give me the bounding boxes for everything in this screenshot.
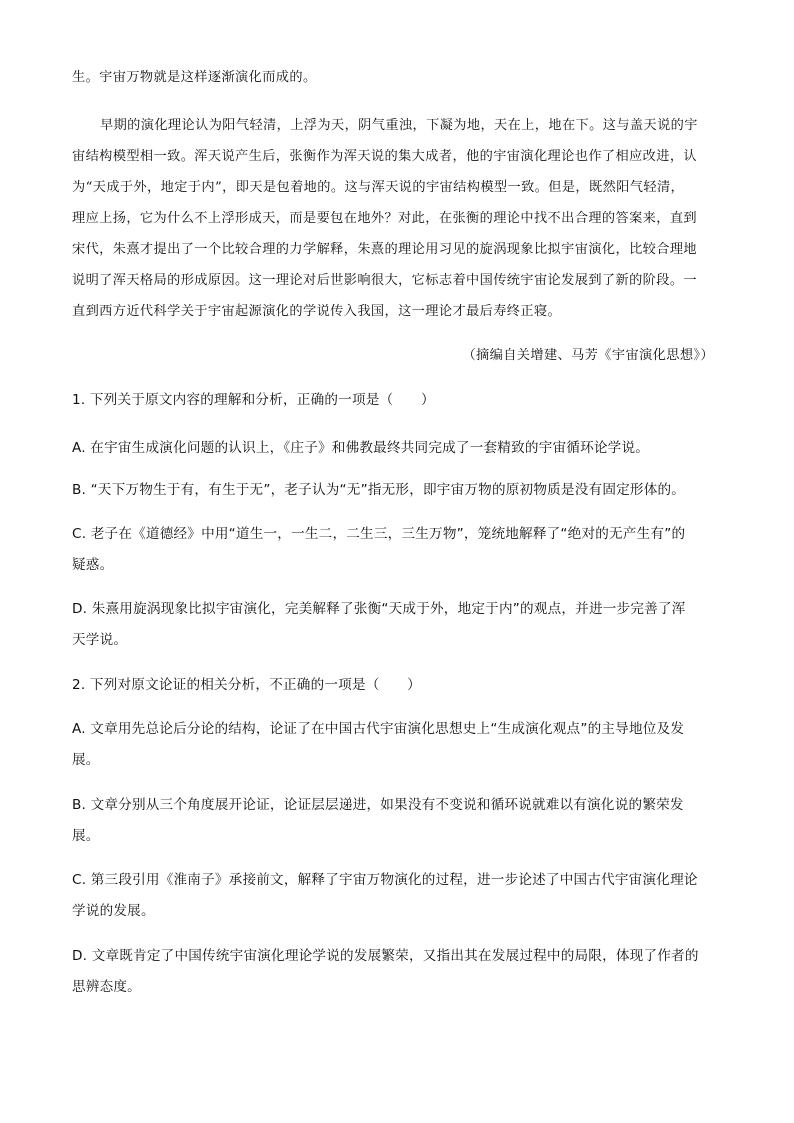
question-1-option-c-cont: 疑惑。 (72, 557, 114, 573)
question-1-option-a: A. 在宇宙生成演化问题的认识上，《庄子》和佛教最终共同完成了一套精致的宇宙循环论学说。 (72, 440, 650, 456)
passage-line: 生。宇宙万物就是这样逐渐演化而成的。 (72, 70, 317, 85)
passage-line: 早期的演化理论认为阳气轻清，上浮为天，阴气重浊，下凝为地，天在上，地在下。这与盖天说的宇 (100, 118, 698, 133)
passage-line: 宋代，朱熹才提出了一个比较合理的力学解释，朱熹的理论用习见的旋涡现象比拟宇宙演化，比较合理地 (72, 242, 698, 257)
question-2-option-d: D. 文章既肯定了中国传统宇宙演化理论学说的发展繁荣，又指出其在发展过程中的局限，体现了作者的 (72, 948, 699, 964)
passage-line: 直到西方近代科学关于宇宙起源演化的学说传入我国，这一理论才最后寿终正寝。 (72, 304, 562, 319)
question-2-option-c-cont: 学说的发展。 (72, 903, 155, 919)
question-1-option-d-cont: 天学说。 (72, 632, 128, 648)
question-1-option-c: C. 老子在《道德经》中用“道生一，一生二，二生三，三生万物”，笼统地解释了“绝对的无产生有”的 (72, 526, 686, 542)
question-1-option-d: D. 朱熹用旋涡现象比拟宇宙演化，完美解释了张衡“天成于外，地定于内”的观点，并进一步完善了浑 (72, 601, 686, 617)
question-2-option-b-cont: 展。 (72, 828, 100, 844)
passage-line: 说明了浑天格局的形成原因。这一理论对后世影响很大，它标志着中国传统宇宙论发展到了新的阶段。一 (72, 273, 698, 288)
question-2-option-a: A. 文章用先总论后分论的结构，论证了在中国古代宇宙演化思想史上“生成演化观点”的主导地位及发 (72, 721, 685, 737)
question-2-stem: 2. 下列对原文论证的相关分析，不正确的一项是（ ） (72, 677, 421, 693)
passage-line: 宙结构模型相一致。浑天说产生后，张衡作为浑天说的集大成者，他的宇宙演化理论也作了相应改进，认 (72, 149, 698, 164)
question-2-option-a-cont: 展。 (72, 752, 100, 768)
passage-line: 理应上扬，它为什么不上浮形成天，而是要包在地外？对此，在张衡的理论中找不出合理的答案来，直到 (72, 211, 698, 226)
question-2-option-d-cont: 思辨态度。 (72, 979, 141, 995)
question-2-option-b: B. 文章分别从三个角度展开论证，论证层层递进，如果没有不变说和循环说就难以有演化说的繁荣发 (72, 797, 684, 813)
question-2-option-c: C. 第三段引用《淮南子》承接前文，解释了宇宙万物演化的过程，进一步论述了中国古代宇宙演化理论 (72, 872, 698, 888)
question-1-option-b: B. “天下万物生于有，有生于无”，老子认为“无”指无形，即宇宙万物的原初物质是没有固定形体的。 (72, 482, 686, 498)
question-1-stem: 1. 下列关于原文内容的理解和分析，正确的一项是（ ） (72, 392, 435, 408)
passage-line: 为“天成于外，地定于内”，即天是包着地的。这与浑天说的宇宙结构模型一致。但是，既然阳气轻清， (72, 180, 685, 195)
passage-source: （摘编自关增建、马芳《宇宙演化思想》） (462, 348, 714, 363)
